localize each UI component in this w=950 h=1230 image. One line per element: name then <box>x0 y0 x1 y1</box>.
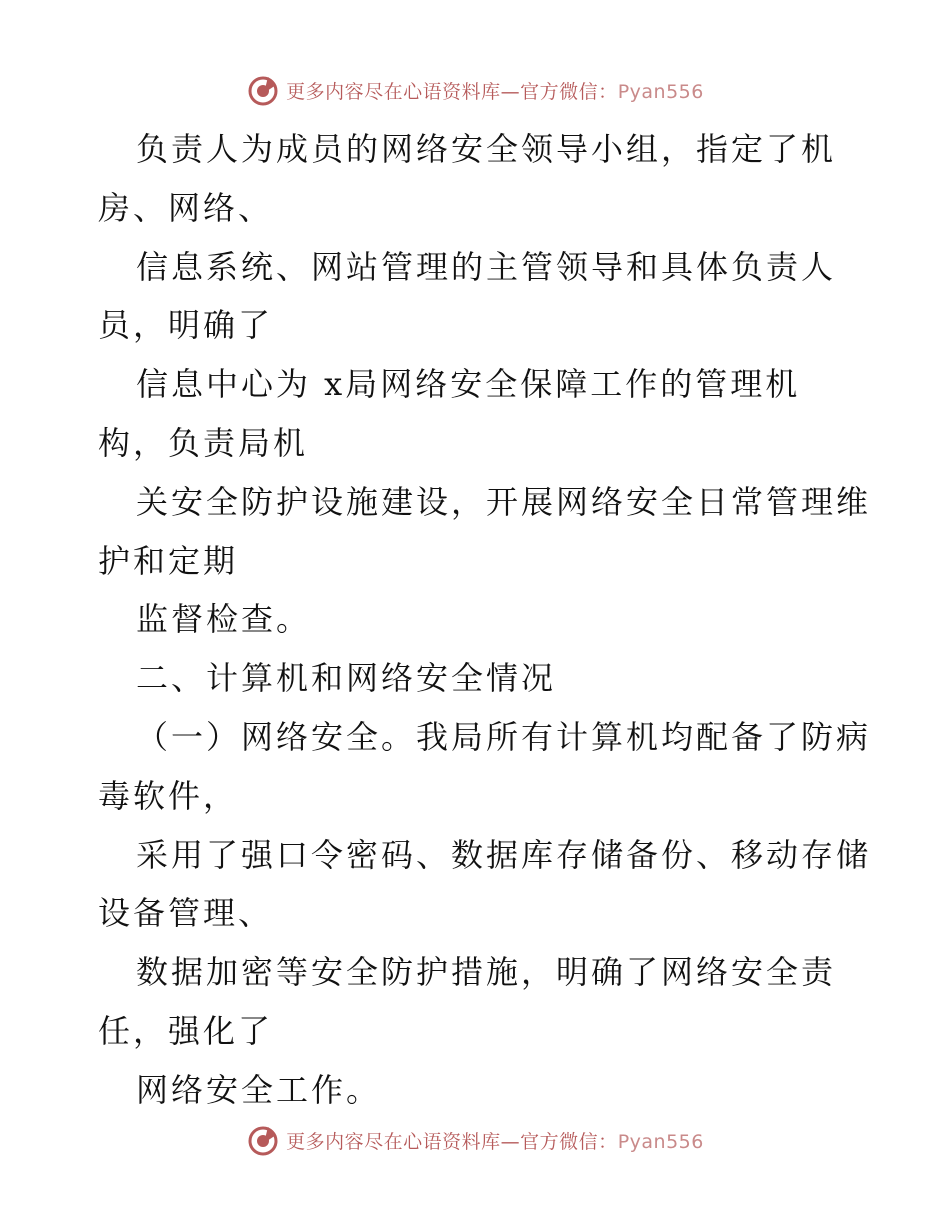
section-heading: 二、计算机和网络安全情况 <box>136 659 557 698</box>
header-separator: — <box>500 80 521 103</box>
body-line: 信息系统、网站管理的主管领导和具体负责人 <box>136 247 837 286</box>
header-wechat-id: Pyan556 <box>617 80 704 103</box>
body-line: 员，明确了 <box>98 306 274 345</box>
body-line: 信息中心为 x局网络安全保障工作的管理机 <box>136 365 801 404</box>
body-line: （一）网络安全。我局所有计算机均配备了防病 <box>136 717 872 756</box>
body-line: 关安全防护设施建设，开展网络安全日常管理维 <box>136 482 872 521</box>
body-line: 护和定期 <box>98 541 239 580</box>
body-line: 数据加密等安全防护措施，明确了网络安全责 <box>136 953 837 992</box>
body-line: 采用了强口令密码、数据库存储备份、移动存储 <box>136 835 872 874</box>
footer-separator: — <box>500 1130 521 1153</box>
body-line: 任，强化了 <box>98 1011 274 1050</box>
footer-wechat-label: 官方微信： <box>520 1130 618 1153</box>
header-banner-text <box>286 77 704 104</box>
footer-wechat-id: Pyan556 <box>617 1130 704 1153</box>
body-line: 房、网络、 <box>98 188 274 227</box>
body-line: 毒软件， <box>98 776 239 815</box>
header-brand-text: 更多内容尽在心语资料库 <box>286 80 501 103</box>
brand-logo-icon <box>246 73 280 107</box>
body-line: 构，负责局机 <box>98 423 309 462</box>
header-banner <box>0 70 950 110</box>
footer-banner <box>0 1120 950 1160</box>
body-line: 负责人为成员的网络安全领导小组，指定了机 <box>136 130 837 168</box>
header-wechat-label: 官方微信： <box>520 80 618 103</box>
brand-logo-icon <box>246 1123 280 1157</box>
footer-banner-text <box>286 1127 704 1154</box>
body-line: 设备管理、 <box>98 894 274 933</box>
body-line: 监督检查。 <box>136 600 312 639</box>
body-line: 网络安全工作。 <box>136 1070 382 1109</box>
document-body <box>98 120 888 1120</box>
footer-brand-text: 更多内容尽在心语资料库 <box>286 1130 501 1153</box>
